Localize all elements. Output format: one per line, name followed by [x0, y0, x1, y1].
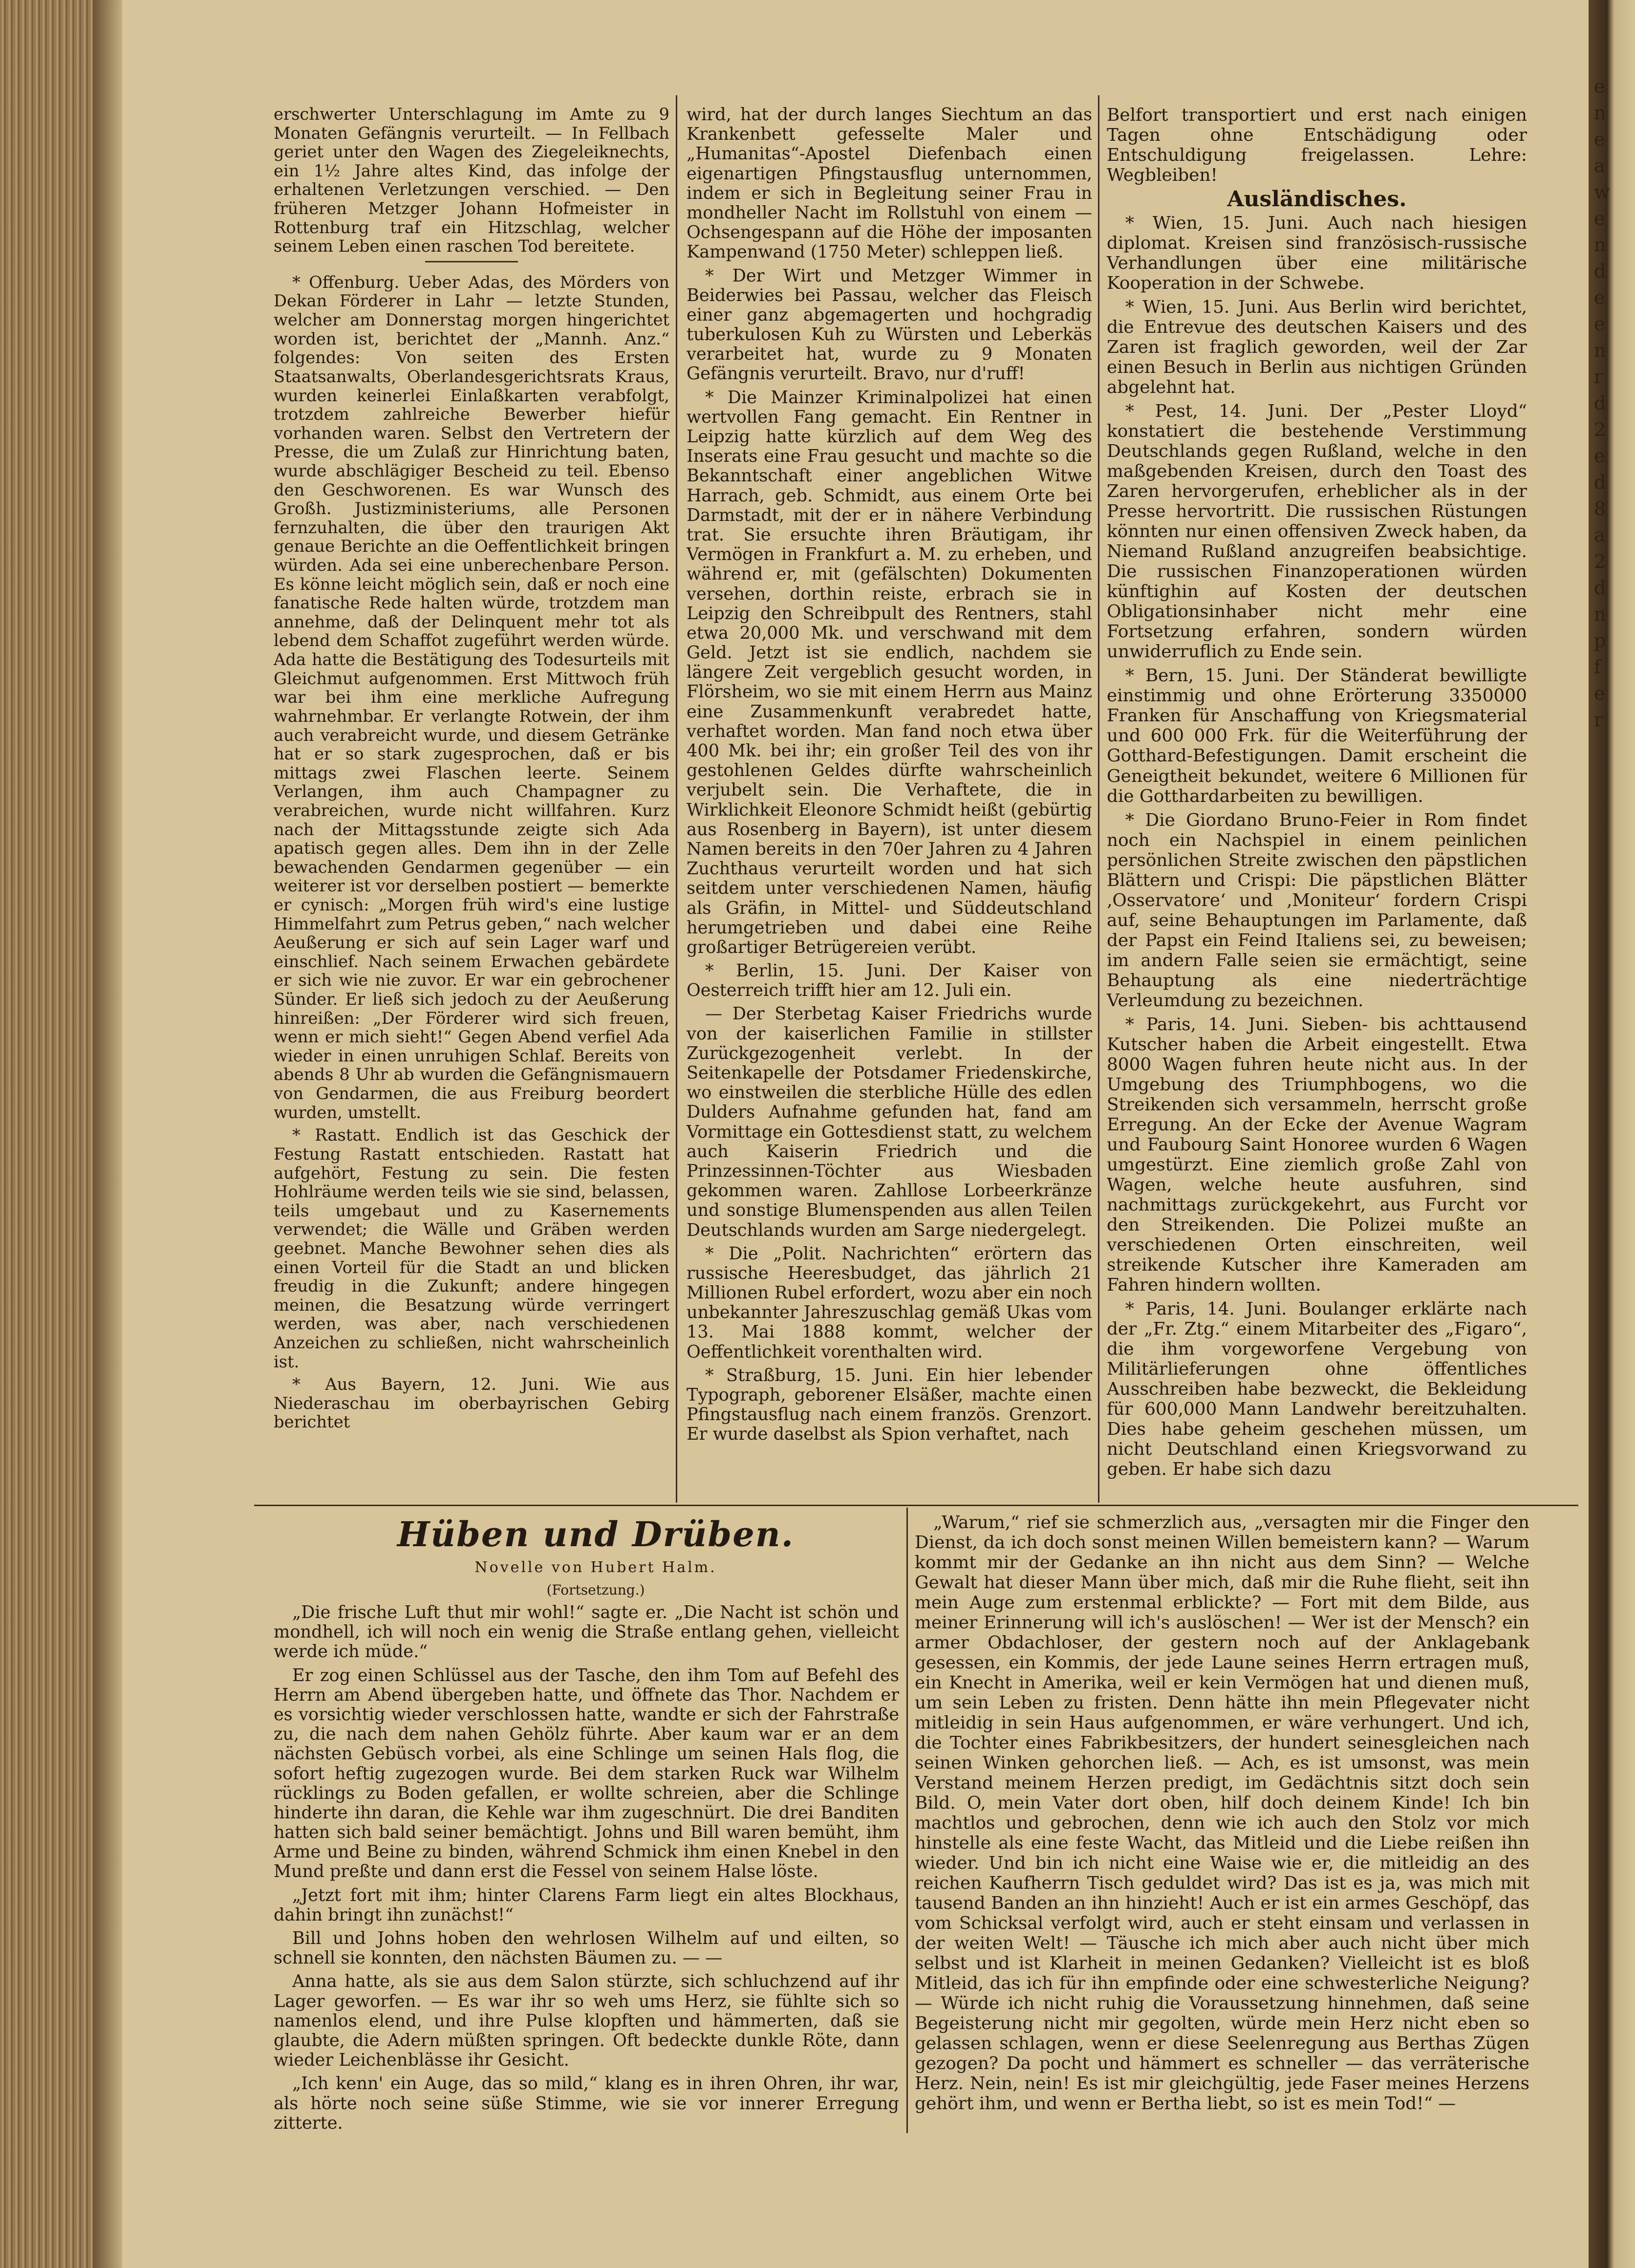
- article-text: * Wien, 15. Juni. Auch nach hiesigen diplomat. Kreisen sind französisch-russische Verhandlungen über eine militärische Kooperation in der Schwebe.: [1107, 213, 1527, 294]
- novel-right-column: [915, 1512, 1529, 2117]
- article-text: * Die Mainzer Kriminalpolizei hat einen wertvollen Fang gemacht. Ein Rentner in Leipzig hatte kürzlich auf dem Weg des Inserats eine Frau gesucht und machte so die Bekanntschaft einer angeblichen Witwe Harrach, geb. Schmidt, aus einem Orte bei Darmstadt, mit der er in nähere Verbindung trat. Sie ersuchte ihren Bräutigam, ihr Vermögen in Frankfurt a. M. zu erheben, und während er, mit (gefälschten) Dokumenten versehen, dorthin reiste, erbrach sie in Leipzig den Schreibpult des Rentners, stahl etwa 20,000 Mk. und verschwand mit dem Geld. Jetzt ist sie endlich, nachdem sie längere Zeit vergeblich gesucht worden, in Flörsheim, wo sie mit einem Herrn aus Mainz eine Zusammenkunft verabredet hatte, verhaftet worden. Man fand noch etwa über 400 Mk. bei ihr; ein großer Teil des von ihr gestohlenen Geldes dürfte wahrscheinlich verjubelt sein. Die Verhaftete, die in Wirklichkeit Eleonore Schmidt heißt (gebürtig aus Rosenberg in Bayern), ist unter diesem Namen bereits in den 70er Jahren zu 4 Jahren Zuchthaus verurteilt worden und hat sich seitdem unter verschiedenen Namen, häufig als Gräfin, in Mittel- und Süddeutschland herumgetrieben und dabei eine Reihe großartiger Betrügereien verübt.: [687, 387, 1092, 957]
- article-text: * Der Wirt und Metzger Wimmer in Beiderwies bei Passau, welcher das Fleisch einer ganz abgemagerten und hochgradig tuberkulosen Kuh zu Würsten und Leberkäs verarbeitet hat, wurde zu 9 Monaten Gefängnis verurteilt. Bravo, nur d'ruff!: [687, 265, 1092, 384]
- facing-page-text-fragment: e n e a w e n d e e n r d 2 e d 8 a 2 d n p f e r: [1594, 76, 1610, 731]
- novel-text: Anna hatte, als sie aus dem Salon stürzte, sich schluchzend auf ihr Lager geworfen. — Es war ihr so weh ums Herz, sie fühlte sich so namenlos elend, und ihre Pulse klopften und hämmerten, daß sie glaubte, die Adern müßten springen. Oft bedeckte dunkle Röte, dann wieder Leichenblässe ihr Gesicht.: [274, 1971, 899, 2071]
- article-text: * Aus Bayern, 12. Juni. Wie aus Niederaschau im oberbayrischen Gebirg berichtet: [274, 1375, 669, 1432]
- article-text: * Offenburg. Ueber Adas, des Mörders von Dekan Förderer in Lahr — letzte Stunden, welcher am Donnerstag morgen hingerichtet worden ist, berichtet der „Mannh. Anz.“ folgendes: Von seiten des Ersten Staatsanwalts, Oberlandesgerichtsrats Kraus, wurden keinerlei Einlaßkarten verabfolgt, trotzdem zahlreiche Bewerber hiefür vorhanden waren. Selbst den Vertretern der Presse, die um Zulaß zur Hinrichtung baten, wurde abschlägiger Bescheid zu teil. Ebenso den Geschworenen. Es war Wunsch des Großh. Justizministeriums, alle Personen fernzuhalten, die über den traurigen Akt genaue Berichte an die Oeffentlichkeit bringen würden. Ada sei eine unberechenbare Person. Es könne leicht möglich sein, daß er noch eine fanatische Rede halten würde, trotzdem man annehme, daß der Delinquent mehr tot als lebend dem Schaffot zugeführt werden würde. Ada hatte die Bestätigung des Todesurteils mit Gleichmut aufgenommen. Erst Mittwoch früh war bei ihm eine merkliche Aufregung wahrnehmbar. Er verlangte Rotwein, der ihm auch verabreicht wurde, und diesem Getränke hat er so stark zugesprochen, daß er bis mittags zwei Flaschen leerte. Seinem Verlangen, ihm auch Champagner zu verabreichen, wurde nicht willfahren. Kurz nach der Mittagsstunde zeigte sich Ada apatisch gegen alles. Dem ihn in der Zelle bewachenden Gendarmen gegenüber — ein weiterer ist vor derselben postiert — bemerkte er cynisch: „Morgen früh wird's eine lustige Himmelfahrt zum Petrus geben,“ nach welcher Aeußerung er sich auf sein Lager warf und einschlief. Nach seinem Erwachen gebärdete er sich wie nie zuvor. Er war ein gebrochener Sünder. Er ließ sich jedoch zu der Aeußerung hinreißen: „Der Förderer wird sich freuen, wenn er mich sieht!“ Gegen Abend verfiel Ada wieder in einen unruhigen Schlaf. Bereits von abends 8 Uhr ab wurden die Gefängnismauern von Gendarmen, die aus Freiburg beordert wurden, umstellt.: [274, 272, 669, 1122]
- novel-text: „Ich kenn' ein Auge, das so mild,“ klang es in ihren Ohren, ihr war, als hörte noch seine süße Stimme, wie sie vor innerer Erregung zitterte.: [274, 2074, 899, 2133]
- article-text: * Straßburg, 15. Juni. Ein hier lebender Typograph, geborener Elsäßer, machte einen Pfingstausflug nach einem französ. Grenzort. Er wurde daselbst als Spion verhaftet, nach: [687, 1365, 1092, 1445]
- column-rule: [906, 1508, 908, 2133]
- article-text: * Die Giordano Bruno-Feier in Rom findet noch ein Nachspiel in einem peinlichen persönlichen Streite zwischen den päpstlichen Blättern und Crispi: Die päpstlichen Blätter ‚Osservatore‘ und ‚Moniteur‘ fordern Crispi auf, seine Behauptungen im Parlamente, daß der Papst ein Feind Italiens sei, zu beweisen; im andern Falle seien sie ermächtigt, seine Behauptung als eine niederträchtige Verleumdung zu bezeichnen.: [1107, 810, 1527, 1011]
- novel-continued: (Fortsetzung.): [546, 1582, 645, 1598]
- article-text: * Die „Polit. Nachrichten“ erörtern das russische Heeresbudget, das jährlich 21 Millionen Rubel erfordert, wozu aber ein noch unbekannter Jahreszuschlag gemäß Ukas vom 13. Mai 1888 kommt, welcher der Oeffentlichkeit vorenthalten wird.: [687, 1243, 1092, 1362]
- section-heading: Ausländisches.: [1227, 187, 1407, 212]
- article-text: Belfort transportiert und erst nach einigen Tagen ohne Entschädigung oder Entschuldigung freigelassen. Lehre: Wegbleiben!: [1107, 105, 1527, 186]
- novel-text: „Warum,“ rief sie schmerzlich aus, „versagten mir die Finger den Dienst, da ich doch sonst meinen Willen bemeistern kann? — Warum kommt mir der Gedanke an ihn nicht aus dem Sinn? — Welche Gewalt hat dieser Mann über mich, daß mir die Ruhe flieht, seit ihn mein Auge zum erstenmal erblickte? — Fort mit dem Bilde, aus meiner Erinnerung will ich's auslöschen! — Wer ist der Mensch? ein armer Obdachloser, der gestern noch auf der Anklagebank gesessen, ein Kommis, der jede Laune seines Herrn ertragen muß, ein Knecht in Amerika, weil er kein Vermögen hat und dienen muß, um sein Leben zu fristen. Denn hätte ihn mein Pflegevater nicht mitleidig in sein Haus aufgenommen, er wäre verhungert. Und ich, die Tochter eines Fabrikbesitzers, der hundert seinesgleichen nach seinen Winken gehorchen ließ. — Ach, es ist umsonst, was mein Verstand meinem Herzen predigt, im Gedächtnis sitzt doch sein Bild. O, mein Vater dort oben, hilf doch deinem Kinde! Ich bin machtlos und gebrochen, denn wie ich auch den Stolz vor mich hinstelle als eine feste Wacht, das Mitleid und die Liebe reißen ihn wieder. Und bin ich nicht eine Waise wie er, die mitleidig an des reichen Kaufherrn Tisch geduldet wird? Das ist es ja, was mich mit tausend Banden an ihn hinzieht! Auch er ist ein armes Geschöpf, das vom Schicksal verfolgt wird, auch er steht einsam und verlassen in der weiten Welt! — Täusche ich mich aber auch nicht über mich selbst und ist Klarheit in meinen Gedanken? Vielleicht ist es bloß Mitleid, das ich für ihn empfinde oder eine schwesterliche Neigung? — Würde ich nicht ruhig die Voraussetzung hinnehmen, daß seine Begeisterung nicht mir gegolten, würde mein Herz nicht eben so gelassen schlagen, wenn er diese Seelenregung aus Berthas Zügen gezogen? Da pocht und hämmert es schneller — das verräterische Herz. Nein, nein! Es ist mir gleichgültig, jede Faser meines Herzens gehört ihm, und wenn er Bertha liebt, so ist es mein Tod!“ —: [915, 1512, 1529, 2114]
- divider: [425, 261, 518, 262]
- novel-left-column: [274, 1515, 899, 2137]
- novel-text: „Die frische Luft thut mir wohl!“ sagte er. „Die Nacht ist schön und mondhell, ich will noch ein wenig die Straße entlang gehen, vielleicht werde ich müde.“: [274, 1602, 899, 1662]
- article-text: * Rastatt. Endlich ist das Geschick der Festung Rastatt entschieden. Rastatt hat aufgehört, Festung zu sein. Die festen Hohlräume werden teils wie sie sind, belassen, teils umgebaut und zu Kasernements verwendet; die Wälle und Gräben werden geebnet. Manche Bewohner sehen dies als einen Vorteil für die Stadt an und blicken freudig in die Zukunft; andere hingegen meinen, die Besatzung würde verringert werden, was aber, nach verschiedenen Anzeichen zu schließen, nicht wahrscheinlich ist.: [274, 1125, 669, 1371]
- article-text: * Paris, 14. Juni. Sieben- bis achttausend Kutscher haben die Arbeit eingestellt. Etwa 8000 Wagen fuhren heute nicht aus. In der Umgebung des Triumphbogens, wo die Streikenden sich versammeln, herrscht große Erregung. An der Ecke der Avenue Wagram und Faubourg Saint Honoree wurden 6 Wagen umgestürzt. Eine ziemlich große Zahl von Wagen, welche heute ausfuhren, sind nachmittags zurückgekehrt, aus Furcht vor den Streikenden. Die Polizei mußte an verschiedenen Orten einschreiten, weil streikende Kutscher ihre Kameraden am Fahren hindern wollten.: [1107, 1014, 1527, 1295]
- article-text: * Berlin, 15. Juni. Der Kaiser von Oesterreich trifft hier am 12. Juli ein.: [687, 961, 1092, 1001]
- article-text: * Pest, 14. Juni. Der „Pester Lloyd“ konstatiert die bestehende Verstimmung Deutschlands gegen Rußland, welche in den maßgebenden Kreisen, durch den Toast des Zaren hervorgerufen, erheblicher als in der Presse hervortritt. Die russischen Rüstungen könnten nur einen offensiven Zweck haben, da Niemand Rußland anzugreifen beabsichtige. Die russischen Finanzoperationen würden künftighin auf Kosten der deutschen Obligationsinhaber nicht mehr eine Fortsetzung erfahren, sondern würden unwiderruflich zu Ende sein.: [1107, 401, 1527, 662]
- novel-text: „Jetzt fort mit ihm; hinter Clarens Farm liegt ein altes Blockhaus, dahin bringt ihn zunächst!“: [274, 1885, 899, 1925]
- novel-byline: Novelle von Hubert Halm.: [474, 1559, 717, 1576]
- article-text: erschwerter Unterschlagung im Amte zu 9 Monaten Gefängnis verurteilt. — In Fellbach geriet unter den Wagen des Ziegeleiknechts, ein 1½ Jahre altes Kind, das infolge der erhaltenen Verletzungen verschied. — Den früheren Metzger Johann Hofmeister in Rottenburg traf ein Hitzschlag, welcher seinem Leben einen raschen Tod bereitete.: [274, 105, 669, 256]
- article-text: * Wien, 15. Juni. Aus Berlin wird berichtet, die Entrevue des deutschen Kaisers und des Zaren ist fraglich geworden, weil der Zar einen Besuch in Berlin aus nichtigen Gründen abgelehnt hat.: [1107, 297, 1527, 398]
- book-page-stack: [0, 0, 93, 2268]
- article-text: — Der Sterbetag Kaiser Friedrichs wurde von der kaiserlichen Familie in stillster Zurückgezogenheit verlebt. In der Seitenkapelle der Potsdamer Friedenskirche, wo einstweilen die sterbliche Hülle des edlen Dulders Aufnahme gefunden hat, fand am Vormittage ein Gottesdienst statt, zu welchem auch Kaiserin Friedrich und die Prinzessinnen-Töchter aus Wiesbaden gekommen waren. Zahllose Lorbeerkränze und sonstige Blumenspenden aus allen Teilen Deutschlands wurden am Sarge niedergelegt.: [687, 1004, 1092, 1240]
- section-rule: [254, 1505, 1578, 1506]
- column-rule: [676, 95, 677, 1503]
- novel-title: Hüben und Drüben.: [397, 1514, 795, 1555]
- binding-gutter: [93, 0, 122, 2268]
- column-3: [1107, 105, 1527, 1483]
- column-1: [274, 105, 669, 1436]
- article-text: * Bern, 15. Juni. Der Ständerat bewilligte einstimmig und ohne Erörterung 3350000 Franken für Anschaffung von Kriegsmaterial und 600 000 Frk. für die Weiterführung der Gotthard-Befestigungen. Damit erscheint die Geneigtheit bekundet, weitere 6 Millionen für die Gotthardarbeiten zu bewilligen.: [1107, 666, 1527, 806]
- column-2: [687, 105, 1092, 1448]
- column-rule: [1098, 95, 1099, 1503]
- article-text: * Paris, 14. Juni. Boulanger erklärte nach der „Fr. Ztg.“ einem Mitarbeiter des „Figaro“, die ihm vorgeworfene Vergebung von Militärlieferungen ohne öffentliches Ausschreiben habe bezweckt, die Bekleidung für 600,000 Mann Landwehr bereitzuhalten. Dies habe geheim geschehen müssen, um nicht Deutschland einen Kriegsvorwand zu geben. Er habe sich dazu: [1107, 1298, 1527, 1480]
- novel-text: Er zog einen Schlüssel aus der Tasche, den ihm Tom auf Befehl des Herrn am Abend übergeben hatte, und öffnete das Thor. Nachdem er es vorsichtig wieder verschlossen hatte, wandte er sich der Fahrstraße zu, die nach dem nahen Gehölz führte. Aber kaum war er an dem nächsten Gebüsch vorbei, als eine Schlinge um seinen Hals flog, die sofort heftig zugezogen wurde. Bei dem starken Ruck war Wilhelm rücklings zu Boden gefallen, er wollte schreien, aber die Schlinge hinderte ihn daran, die Kehle war ihm zugeschnürt. Die drei Banditen hatten sich bald seiner bemächtigt. Johns und Bill waren bemüht, ihm Arme und Beine zu binden, während Schmick ihm einen Knebel in den Mund preßte und dann erst die Fessel von seinem Halse löste.: [274, 1665, 899, 1882]
- article-text: wird, hat der durch langes Siechtum an das Krankenbett gefesselte Maler und „Humanitas“-Apostel Diefenbach einen eigenartigen Pfingstausflug unternommen, indem er sich in Begleitung seiner Frau in mondheller Nacht im Rollstuhl von einem — Ochsengespann auf die Höhe der imposanten Kampenwand (1750 Meter) schleppen ließ.: [687, 105, 1092, 262]
- novel-text: Bill und Johns hoben den wehrlosen Wilhelm auf und eilten, so schnell sie konnten, den nächsten Bäumen zu. — —: [274, 1928, 899, 1968]
